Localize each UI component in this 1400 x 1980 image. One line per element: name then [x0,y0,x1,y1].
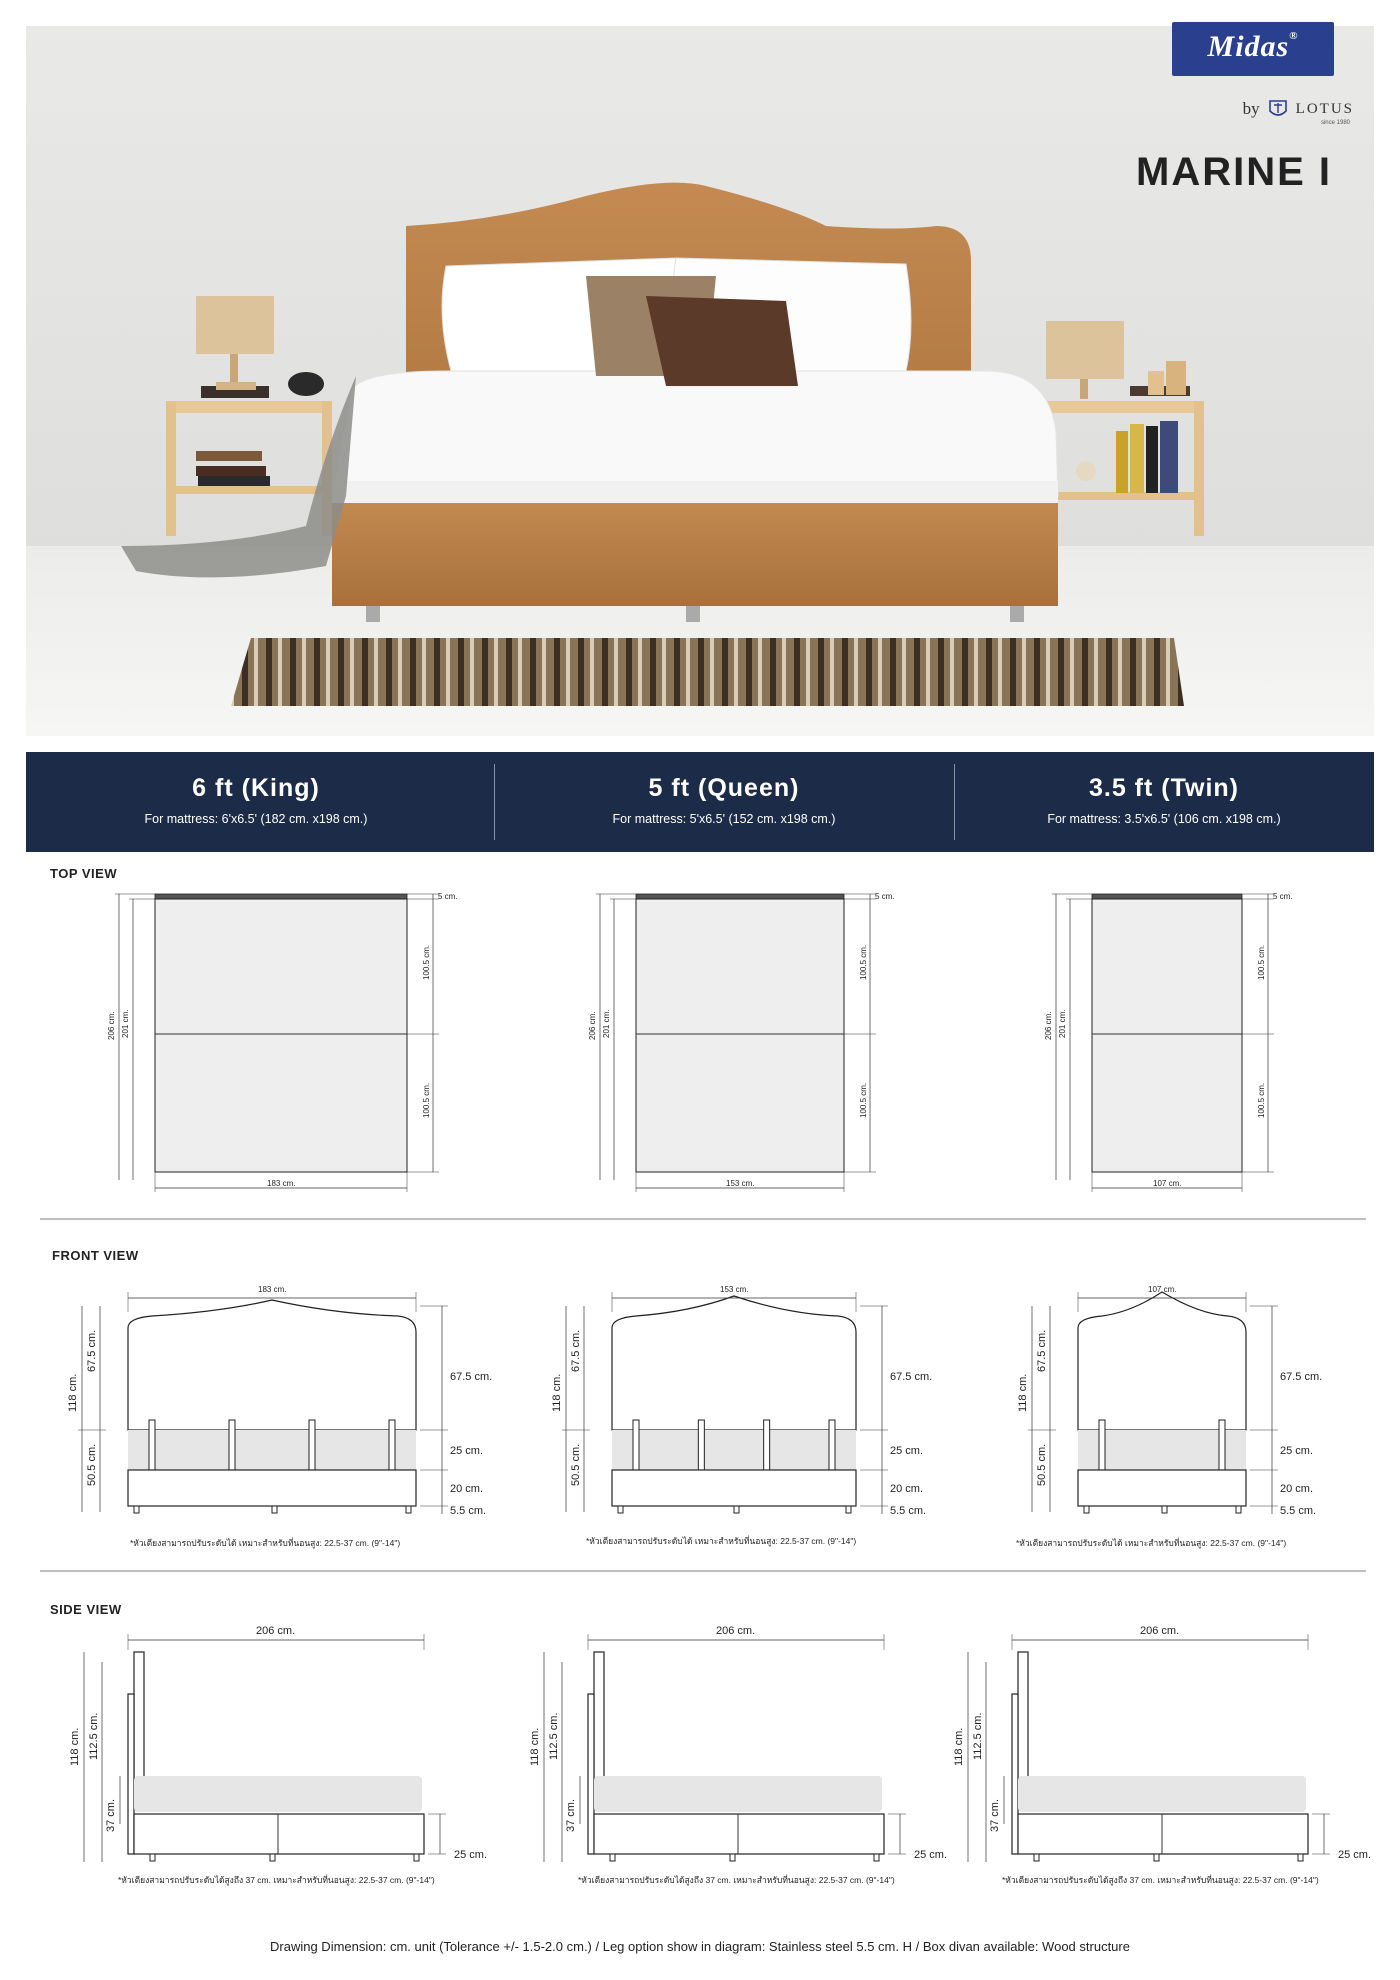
headboard-outline [1092,894,1242,899]
since-text: since 1980 [1320,120,1350,126]
top-view-label: TOP VIEW [50,866,118,881]
headboard-outline [612,1296,856,1430]
leg [1154,1854,1159,1861]
section-divider [40,1218,1366,1220]
headboard-post [588,1694,594,1854]
dimension-label: 25 cm. [914,1849,948,1861]
side-view-label: SIDE VIEW [50,1602,122,1617]
headboard-outline [594,1652,604,1782]
front-view-0 [67,1285,492,1517]
front-note: *หัวเตียงสามารถปรับระดับได้ เหมาะสำหรับที่นอนสูง: 22.5-37 cm. (9"-14") [586,1536,857,1546]
dimension-label: 112.5 cm. [972,1712,984,1760]
section-divider [40,1570,1366,1572]
headboard-outline [1078,1292,1246,1430]
bed-base-outline [1078,1470,1246,1506]
mattress-area [594,1776,882,1812]
dimension-label: 67.5 cm. [86,1329,98,1372]
dimension-label: 37 cm. [105,1798,117,1832]
headboard-outline [636,894,844,899]
hero-photo [26,26,1374,736]
mattress-outline [1092,899,1242,1172]
mattress-area [128,1430,416,1470]
dimension-label: 183 cm. [258,1285,287,1294]
dimension-label: 153 cm. [720,1285,749,1294]
bed-base-outline [134,1814,424,1854]
side-view-drawings [0,1610,1400,1870]
dimension-label: 5 cm. [1273,892,1293,901]
dimension-label: 201 cm. [602,1009,611,1038]
model-name: MARINE I [1136,150,1332,194]
leg [134,1506,139,1513]
headboard-post [1219,1420,1225,1470]
headboard-post [128,1694,134,1854]
dimension-label: 100.5 cm. [859,1082,868,1118]
dimension-label: 118 cm. [529,1727,541,1766]
dimension-label: 25 cm. [454,1849,488,1861]
cushion [646,296,798,386]
side-note: *หัวเตียงสามารถปรับระดับได้สูงถึง 37 cm. เหมาะสำหรับที่นอนสูง: 22.5-37 cm. (9"-14") [578,1875,895,1885]
leg [1084,1506,1089,1513]
mattress-outline [636,899,844,1172]
leg [610,1854,615,1861]
dimension-label: 100.5 cm. [1257,944,1266,980]
lotus-crest-icon [1266,97,1290,121]
dimension-label: 201 cm. [1058,1009,1067,1038]
leg [150,1854,155,1861]
dimension-label: 107 cm. [1148,1285,1177,1294]
size-queen [494,752,954,852]
dimension-label: 25 cm. [1338,1849,1372,1861]
bed-base-outline [1018,1814,1308,1854]
maker-name: LOTUS [1295,100,1354,117]
dimension-label: 206 cm. [1044,1011,1053,1040]
leg [1236,1506,1241,1513]
dimension-label: 183 cm. [267,1179,296,1188]
dimension-label: 206 cm. [588,1011,597,1040]
footer-note: Drawing Dimension: cm. unit (Tolerance +/- 1.5-2.0 cm.) / Leg option show in diagram: Stainless steel 5.5 cm. H / Box divan available: Wood structure [270,1939,1130,1954]
dimension-label: 37 cm. [989,1798,1001,1832]
dimension-label: 67.5 cm. [570,1329,582,1372]
dimension-label: 118 cm. [551,1373,563,1412]
dimension-label: 118 cm. [953,1727,965,1766]
dimension-label: 206 cm. [1140,1625,1180,1637]
mattress [332,371,1058,496]
mattress-area [612,1430,856,1470]
dimension-label: 112.5 cm. [548,1712,560,1760]
side-note: *หัวเตียงสามารถปรับระดับได้สูงถึง 37 cm. เหมาะสำหรับที่นอนสูง: 22.5-37 cm. (9"-14") [118,1875,435,1885]
leg [1034,1854,1039,1861]
leg [730,1854,735,1861]
dimension-label: 206 cm. [107,1011,116,1040]
dimension-label: 206 cm. [716,1625,756,1637]
size-twin [954,752,1374,852]
dimension-label: 118 cm. [67,1373,79,1412]
front-view-drawings [0,1262,1400,1517]
size-title: 3.5 ft (Twin) [1088,774,1240,802]
size-band [26,752,1374,852]
headboard-post [764,1420,770,1470]
dimension-label: 118 cm. [1017,1373,1029,1412]
headboard-post [698,1420,704,1470]
dimension-label: 118 cm. [69,1727,81,1766]
front-view-label: FRONT VIEW [52,1248,139,1263]
bed-base-outline [128,1470,416,1506]
leg [874,1854,879,1861]
dimension-label: 50.5 cm. [86,1443,98,1486]
dimension-label: 25 cm. [1280,1445,1314,1457]
headboard-post [309,1420,315,1470]
mattress-outline [155,899,407,1172]
dimension-label: 5.5 cm. [450,1505,487,1517]
top-view-1 [588,892,895,1192]
dimension-label: 107 cm. [1153,1179,1182,1188]
top-view-0 [107,892,458,1192]
leg [406,1506,411,1513]
size-title: 6 ft (King) [192,774,320,802]
side-view-1 [529,1625,947,1862]
mattress-area [134,1776,422,1812]
dimension-label: 20 cm. [890,1483,924,1495]
size-subtitle: For mattress: 5'x6.5' (152 cm. x198 cm.) [612,812,836,826]
headboard-outline [1018,1652,1028,1782]
dimension-label: 67.5 cm. [1036,1329,1048,1372]
side-view-2 [953,1625,1371,1862]
by-label: by [1242,99,1260,118]
dimension-label: 153 cm. [726,1179,755,1188]
dimension-label: 20 cm. [450,1483,484,1495]
side-note: *หัวเตียงสามารถปรับระดับได้สูงถึง 37 cm. เหมาะสำหรับที่นอนสูง: 22.5-37 cm. (9"-14") [1002,1875,1319,1885]
leg [272,1506,277,1513]
bedroom-illustration [26,26,1374,736]
dimension-label: 112.5 cm. [88,1712,100,1760]
size-subtitle: For mattress: 6'x6.5' (182 cm. x198 cm.) [144,812,368,826]
leg [734,1506,739,1513]
headboard-outline [134,1652,144,1782]
dimension-label: 67.5 cm. [890,1371,933,1383]
dimension-label: 5 cm. [875,892,895,901]
dimension-label: 100.5 cm. [422,944,431,980]
dimension-label: 5 cm. [438,892,458,901]
front-note: *หัวเตียงสามารถปรับระดับได้ เหมาะสำหรับที่นอนสูง: 22.5-37 cm. (9"-14") [1016,1538,1287,1548]
dimension-label: 67.5 cm. [1280,1371,1323,1383]
bed-base-outline [594,1814,884,1854]
dimension-label: 67.5 cm. [450,1371,493,1383]
bed-base-outline [612,1470,856,1506]
front-note: *หัวเตียงสามารถปรับระดับได้ เหมาะสำหรับที่นอนสูง: 22.5-37 cm. (9"-14") [130,1538,401,1548]
dimension-label: 50.5 cm. [570,1443,582,1486]
mattress-area [1018,1776,1306,1812]
dimension-label: 50.5 cm. [1036,1443,1048,1486]
front-view-2 [1017,1285,1322,1517]
headboard-post [389,1420,395,1470]
headboard-post [633,1420,639,1470]
dimension-label: 37 cm. [565,1798,577,1832]
dimension-label: 201 cm. [121,1009,130,1038]
leg [618,1506,623,1513]
front-view-1 [551,1285,932,1517]
size-king [26,752,486,852]
dimension-label: 100.5 cm. [422,1082,431,1118]
leg [1162,1506,1167,1513]
headboard-post [829,1420,835,1470]
rug [231,638,1184,706]
headboard-post [229,1420,235,1470]
size-subtitle: For mattress: 3.5'x6.5' (106 cm. x198 cm.) [1047,812,1281,826]
headboard-post [1012,1694,1018,1854]
side-view-0 [69,1625,487,1862]
dimension-label: 25 cm. [890,1445,924,1457]
dimension-label: 100.5 cm. [859,944,868,980]
top-view-2 [1044,892,1293,1192]
dimension-label: 25 cm. [450,1445,484,1457]
leg [414,1854,419,1861]
size-title: 5 ft (Queen) [648,774,800,802]
dimension-label: 206 cm. [256,1625,296,1637]
top-view-drawings [0,880,1400,1210]
dimension-label: 20 cm. [1280,1483,1314,1495]
headboard-post [1099,1420,1105,1470]
bed-base [332,496,1058,606]
leg [1298,1854,1303,1861]
dimension-label: 100.5 cm. [1257,1082,1266,1118]
midas-logo: Midas® [1172,22,1334,76]
leg [846,1506,851,1513]
dimension-label: 5.5 cm. [1280,1505,1317,1517]
headboard-outline [128,1300,416,1430]
headboard-outline [155,894,407,899]
headboard-post [149,1420,155,1470]
dimension-label: 5.5 cm. [890,1505,927,1517]
leg [270,1854,275,1861]
